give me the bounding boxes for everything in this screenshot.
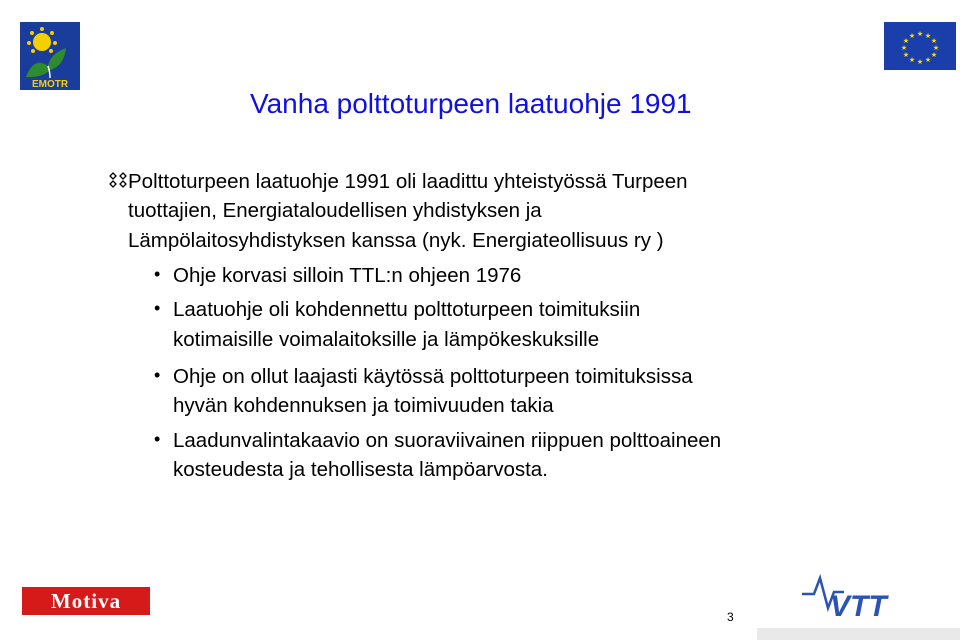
bullet-dot: •	[154, 298, 161, 318]
intro-line-2: tuottajien, Energiataloudellisen yhdistyksen ja	[128, 199, 542, 222]
bullet-2-line-2: kotimaisille voimalaitoksille ja lämpökeskuksille	[173, 328, 600, 351]
motiva-logo	[22, 587, 150, 615]
svg-text:★: ★	[916, 30, 924, 38]
svg-text:★: ★	[930, 37, 938, 45]
page-number: 3	[727, 610, 734, 624]
bullet-2-line-1: Laatuohje oli kohdennettu polttoturpeen toimituksiin	[173, 298, 641, 321]
diamond-bullet-icon	[108, 172, 128, 188]
vtt-logo	[800, 572, 915, 622]
svg-text:★: ★	[916, 58, 924, 66]
intro-line-3: Lämpölaitosyhdistyksen kanssa (nyk. Energiateollisuus ry )	[128, 229, 664, 252]
svg-text:★: ★	[902, 51, 910, 59]
svg-text:★: ★	[908, 56, 916, 64]
bullet-4-line-2: kosteudesta ja tehollisesta lämpöarvosta.	[173, 458, 548, 481]
svg-text:★: ★	[932, 44, 940, 52]
svg-text:★: ★	[900, 44, 908, 52]
svg-text:★: ★	[908, 32, 916, 40]
emotr-logo-text: EMOTR	[31, 79, 69, 90]
bullet-3-line-2: hyvän kohdennuksen ja toimivuuden takia	[173, 394, 554, 417]
footer-bar	[757, 628, 960, 640]
svg-text:★: ★	[924, 32, 932, 40]
emotr-logo	[20, 22, 80, 90]
svg-text:★: ★	[924, 56, 932, 64]
bullet-dot: •	[154, 264, 161, 284]
bullet-3-line-1: Ohje on ollut laajasti käytössä polttoturpeen toimituksissa	[173, 365, 693, 388]
bullet-dot: •	[154, 429, 161, 449]
svg-text:★: ★	[930, 51, 938, 59]
bullet-4-line-1: Laadunvalintakaavio on suoraviivainen riippuen polttoaineen	[173, 429, 722, 452]
svg-text:★: ★	[902, 37, 910, 45]
intro-line-1: Polttoturpeen laatuohje 1991 oli laadittu yhteistyössä Turpeen	[128, 170, 688, 193]
vtt-logo-text: VTT	[830, 590, 887, 622]
bullet-dot: •	[154, 365, 161, 385]
slide-title: Vanha polttoturpeen laatuohje 1991	[250, 88, 692, 119]
bullet-1-line-1: Ohje korvasi silloin TTL:n ohjeen 1976	[173, 264, 522, 287]
eu-flag-icon	[884, 22, 956, 70]
motiva-logo-text: Motiva	[50, 589, 122, 613]
